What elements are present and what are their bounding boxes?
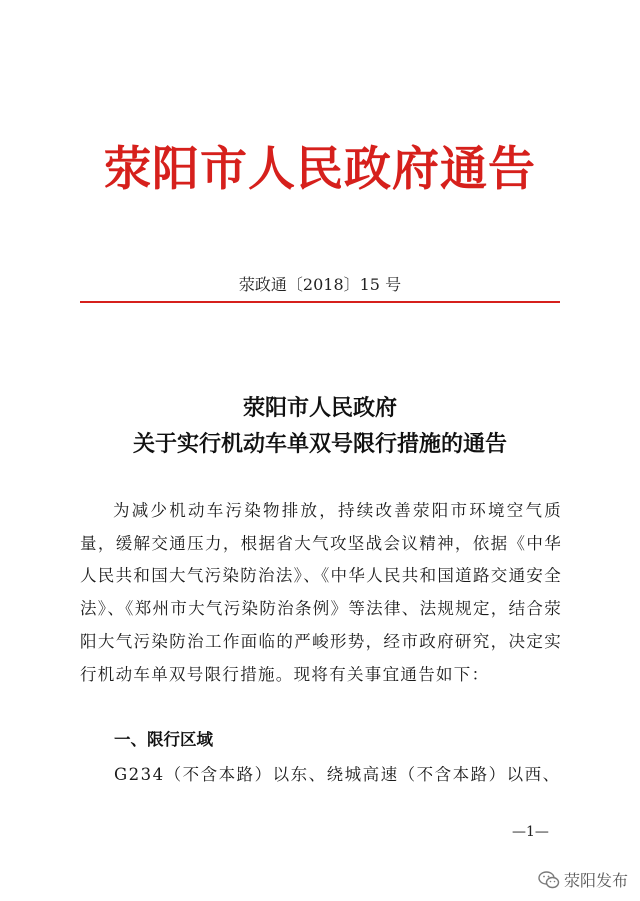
section-1-text: G234（不含本路）以东、绕城高速（不含本路）以西、 (114, 765, 561, 784)
section-heading-restricted-area: 一、限行区域 (114, 730, 213, 749)
paragraph-intro: 为减少机动车污染物排放，持续改善荥阳市环境空气质量，缓解交通压力，根据省大气攻坚战会议精神，依据《中华人民共和国大气污染防治法》、《中华人民共和国道路交通安全法》、《郑州市大气污染防治条例》等法律、法规规定，结合荥阳大气污染防治工作面临的严峻形势，经市政府研究，决定实行机动车单双号限行措施。现将有关事宜通告如下： (80, 501, 562, 684)
document-masthead: 荥阳市人民政府通告 (104, 142, 536, 197)
wechat-icon (538, 871, 560, 889)
title-line-2: 关于实行机动车单双号限行措施的通告 (132, 431, 507, 457)
red-divider (80, 301, 560, 303)
body-text (80, 495, 562, 691)
document-number: 荥政通〔2018〕15 号 (238, 275, 402, 294)
title-line-1: 荥阳市人民政府 (242, 395, 397, 421)
page-number: —1— (512, 824, 549, 840)
document-title (0, 390, 640, 462)
watermark (538, 868, 628, 891)
watermark-label: 荥阳发布 (563, 871, 628, 890)
